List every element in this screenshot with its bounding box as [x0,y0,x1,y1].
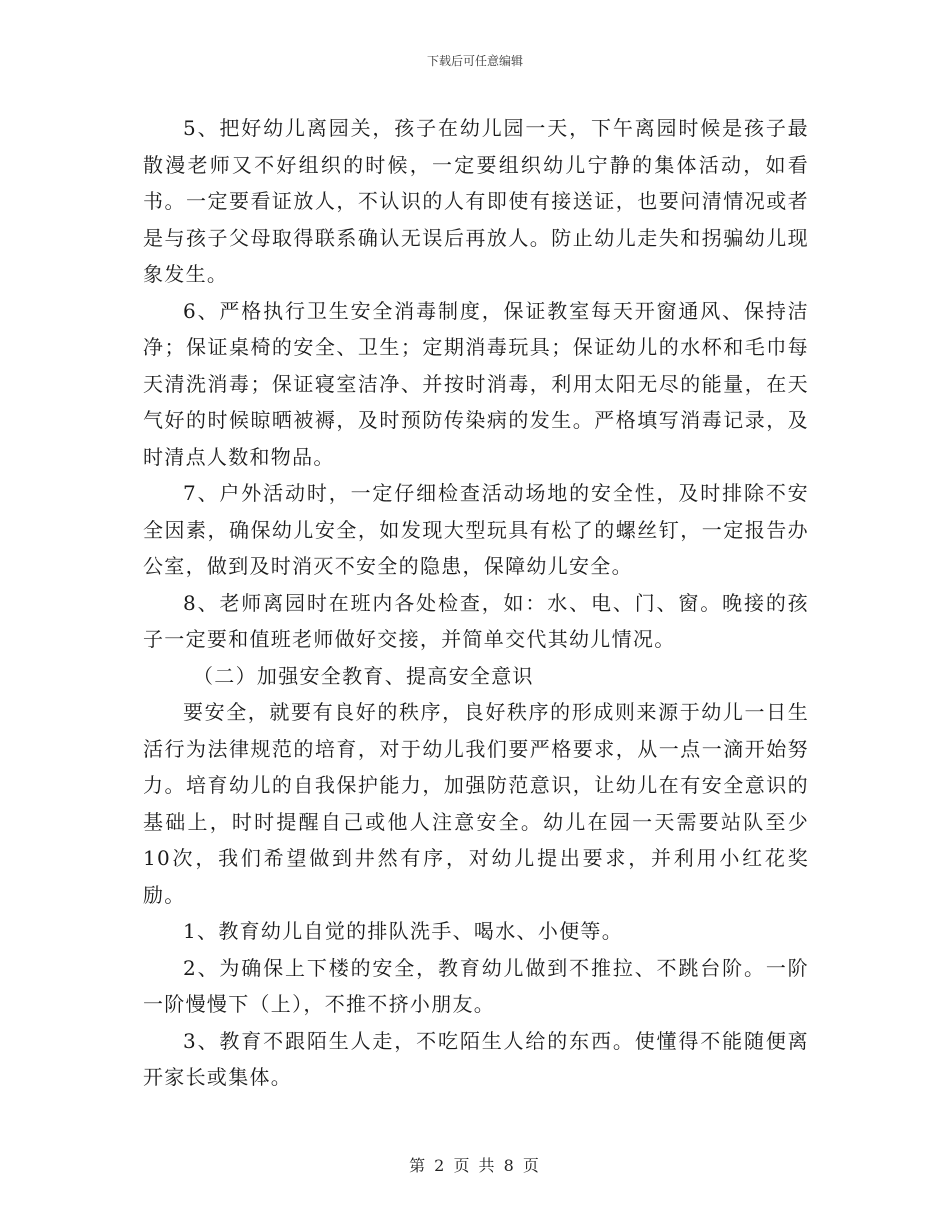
paragraph-item-7: 7、户外活动时，一定仔细检查活动场地的安全性，及时排除不安全因素，确保幼儿安全，如发现大型玩具有松了的螺丝钉，一定报告办公室，做到及时消灭不安全的隐患，保障幼儿安全。 [143,481,809,578]
paragraph-item-8: 8、老师离园时在班内各处检查，如：水、电、门、窗。晚接的孩子一定要和值班老师做好交接，并简单交代其幼儿情况。 [143,590,809,651]
list-item-2: 2、为确保上下楼的安全，教育幼儿做到不推拉、不跳台阶。一阶一阶慢慢下（上），不推不挤小朋友。 [143,955,809,1016]
paragraph-item-6: 6、严格执行卫生安全消毒制度，保证教室每天开窗通风、保持洁净；保证桌椅的安全、卫生；定期消毒玩具；保证幼儿的水杯和毛巾每天清洗消毒；保证寝室洁净、并按时消毒，利用太阳无尽的能量，在天气好的时候晾晒被褥，及时预防传染病的发生。严格填写消毒记录，及时清点人数和物品。 [143,298,809,469]
list-item-1: 1、教育幼儿自觉的排队洗手、喝水、小便等。 [183,919,624,943]
section-heading: （二）加强安全教育、提高安全意识 [193,663,534,688]
paragraph-item-5: 5、把好幼儿离园关，孩子在幼儿园一天，下午离园时候是孩子最散漫老师又不好组织的时候，一定要组织幼儿宁静的集体活动，如看书。一定要看证放人，不认识的人有即使有接送证，也要问清情况或者是与孩子父母取得联系确认无误后再放人。防止幼儿走失和拐骗幼儿现象发生。 [143,116,809,286]
list-item-3: 3、教育不跟陌生人走，不吃陌生人给的东西。使懂得不能随便离开家长或集体。 [143,1028,809,1089]
page-number-footer: 第 2 页 共 8 页 [409,1156,541,1175]
page-header: 下载后可任意编辑 [426,54,523,68]
document-body [143,110,809,1096]
section-intro-paragraph: 要安全，就要有良好的秩序，良好秩序的形成则来源于幼儿一日生活行为法律规范的培育，对于幼儿我们要严格要求，从一点一滴开始努力。培育幼儿的自我保护能力，加强防范意识，让幼儿在有安全意识的基础上，时时提醒自己或他人注意安全。幼儿在园一天需要站队至少10次，我们希望做到井然有序，对幼儿提出要求，并利用小红花奖励。 [143,700,809,907]
